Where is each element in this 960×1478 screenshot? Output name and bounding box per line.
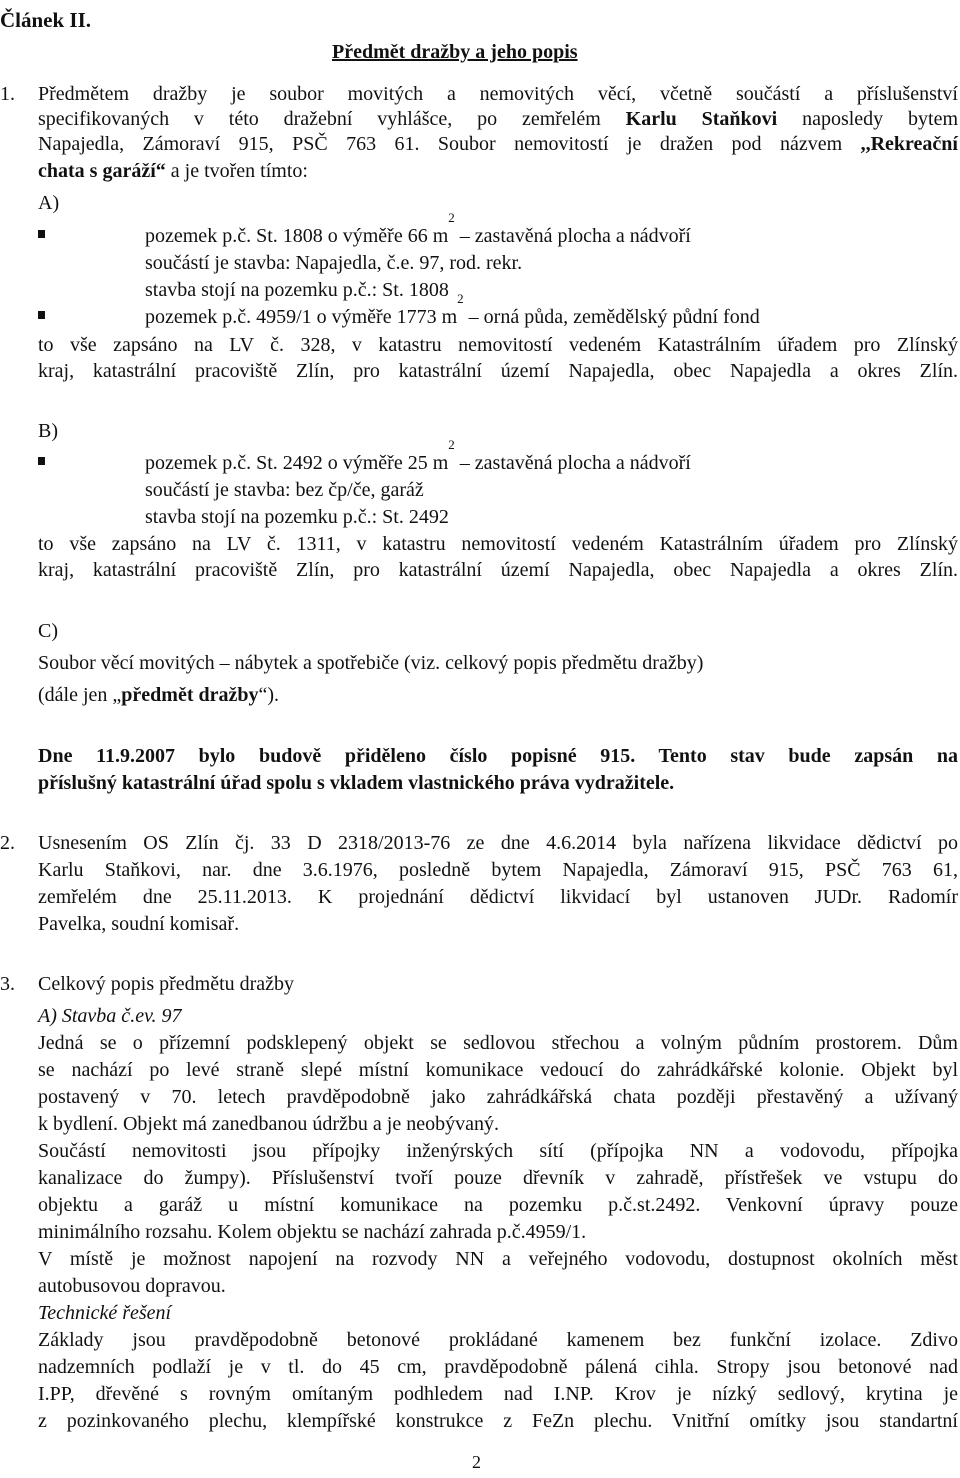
property-name: ,,Rekreační <box>860 133 958 155</box>
item-number-3: 3. <box>0 973 15 995</box>
description-line: se nachází po levé straně slepé místní komunikace vedoucí do zahrádkářské kolonie. Objekt byl <box>38 1059 958 1081</box>
item1-line: chata s garáží“ a je tvořen tímto: <box>38 160 308 182</box>
item2-line: Usnesením OS Zlín čj. 33 D 2318/2013-76 ze dne 4.6.2014 byla nařízena likvidace dědictví po <box>38 832 958 854</box>
bullet-icon <box>38 230 45 238</box>
deceased-name: Karlu Staňkovi <box>625 108 778 130</box>
parcel-line: stavba stojí na pozemku p.č.: St. 1808 <box>145 279 449 301</box>
notice-line: Dne 11.9.2007 bylo budově přiděleno číslo popisné 915. Tento stav bude zapsán na <box>38 745 958 767</box>
tech-title: Technické řešení <box>38 1302 172 1324</box>
description-line: postavený v 70. letech pravděpodobně jako zahrádkářská chata později přestavěný a užívaný <box>38 1086 958 1108</box>
parcel-line: pozemek p.č. St. 1808 o výměře 66 $m^2$ – zastavěná plocha a nádvoří <box>145 210 691 247</box>
parcel-line: pozemek p.č. St. 2492 o výměře 25 $m^2$ – zastavěná plocha a nádvoří <box>145 437 691 474</box>
lv-line: kraj, katastrální pracoviště Zlín, pro katastrální území Napajedla, obec Napajedla a okres Zlín. <box>38 360 958 382</box>
description-line: minimálního rozsahu. Kolem objektu se nachází zahrada p.č.4959/1. <box>38 1221 587 1243</box>
description-line: nadzemních podlaží je v tl. do 45 cm, pravděpodobně pálená cihla. Stropy jsou betonové nad <box>38 1356 958 1378</box>
parcel-line: stavba stojí na pozemku p.č.: St. 2492 <box>145 506 449 528</box>
page-number: 2 <box>472 1452 481 1472</box>
section-a-label: A) <box>38 192 60 214</box>
bullet-icon <box>38 311 45 319</box>
item3-title: Celkový popis předmětu dražby <box>38 973 295 995</box>
description-line: Základy jsou pravděpodobně betonové prokládané kamenem bez funkční izolace. Zdivo <box>38 1329 958 1351</box>
item1-line: specifikovaných v této dražební vyhlášce, po zemřelém Karlu Staňkovi naposledy bytem <box>38 108 958 130</box>
lv-line: to vše zapsáno na LV č. 328, v katastru nemovitostí vedeném Katastrálním úřadem pro Zlínský <box>38 334 958 356</box>
parcel-line: pozemek p.č. 4959/1 o výměře 1773 $m^2$ – orná půda, zemědělský půdní fond <box>145 291 760 328</box>
lv-line: to vše zapsáno na LV č. 1311, v katastru nemovitostí vedeném Katastrálním úřadem pro Zlínský <box>38 533 958 555</box>
description-line: I.PP, dřevěné s rovným omítaným podhledem nad I.NP. Krov je nízký sedlový, krytina je <box>38 1383 958 1405</box>
item2-line: zemřelém dne 25.11.2013. K projednání dědictví likvidací byl ustanoven JUDr. Radomír <box>38 886 958 908</box>
description-line: objektu a garáž u místní komunikace na pozemku p.č.st.2492. Venkovní úpravy pouze <box>38 1194 958 1216</box>
section-c-label: C) <box>38 620 58 642</box>
description-line: z pozinkovaného plechu, klempířské konstrukce z FeZn plechu. Vnitřní omítky jsou standartní <box>38 1410 958 1432</box>
article-title: Předmět dražby a jeho popis <box>332 41 578 63</box>
item2-line: Pavelka, soudní komisař. <box>38 913 240 935</box>
article-heading: Článek II. <box>0 8 92 32</box>
lv-line: kraj, katastrální pracoviště Zlín, pro katastrální území Napajedla, obec Napajedla a okres Zlín. <box>38 559 958 581</box>
item-number-1: 1. <box>0 83 15 105</box>
movables-line: (dále jen „předmět dražby“). <box>38 684 280 706</box>
building-subtitle: A) Stavba č.ev. 97 <box>38 1005 182 1027</box>
item-number-2: 2. <box>0 832 15 854</box>
description-line: Jedná se o přízemní podsklepený objekt se sedlovou střechou a volným půdním prostorem. Dům <box>38 1032 958 1054</box>
description-line: Součástí nemovitosti jsou přípojky inženýrských sítí (přípojka NN a vodovodu, přípojka <box>38 1140 958 1162</box>
parcel-line: součástí je stavba: bez čp/če, garáž <box>145 479 424 501</box>
description-line: autobusovou dopravou. <box>38 1275 226 1297</box>
parcel-line: součástí je stavba: Napajedla, č.e. 97, rod. rekr. <box>145 252 523 274</box>
item2-line: Karlu Staňkovi, nar. dne 3.6.1976, posledně bytem Napajedla, Zámoraví 915, PSČ 763 61, <box>38 859 958 881</box>
item1-line: Napajedla, Zámoraví 915, PSČ 763 61. Soubor nemovitostí je dražen pod názvem ,,Rekreační <box>38 133 958 155</box>
description-line: kanalizace do žumpy). Příslušenství tvoří pouze dřevník v zahradě, přístřešek ve vstupu do <box>38 1167 958 1189</box>
item1-line: Předmětem dražby je soubor movitých a nemovitých věcí, včetně součástí a příslušenství <box>38 83 958 105</box>
movables-line: Soubor věcí movitých – nábytek a spotřebiče (viz. celkový popis předmětu dražby) <box>38 652 704 674</box>
description-line: k bydlení. Objekt má zanedbanou údržbu a je neobývaný. <box>38 1113 499 1135</box>
notice-line: příslušný katastrální úřad spolu s vkladem vlastnického práva vydražitele. <box>38 772 675 794</box>
description-line: V místě je možnost napojení na rozvody NN a veřejného vodovodu, dostupnost okolních měst <box>38 1248 958 1270</box>
bullet-icon <box>38 457 45 465</box>
section-b-label: B) <box>38 420 58 442</box>
